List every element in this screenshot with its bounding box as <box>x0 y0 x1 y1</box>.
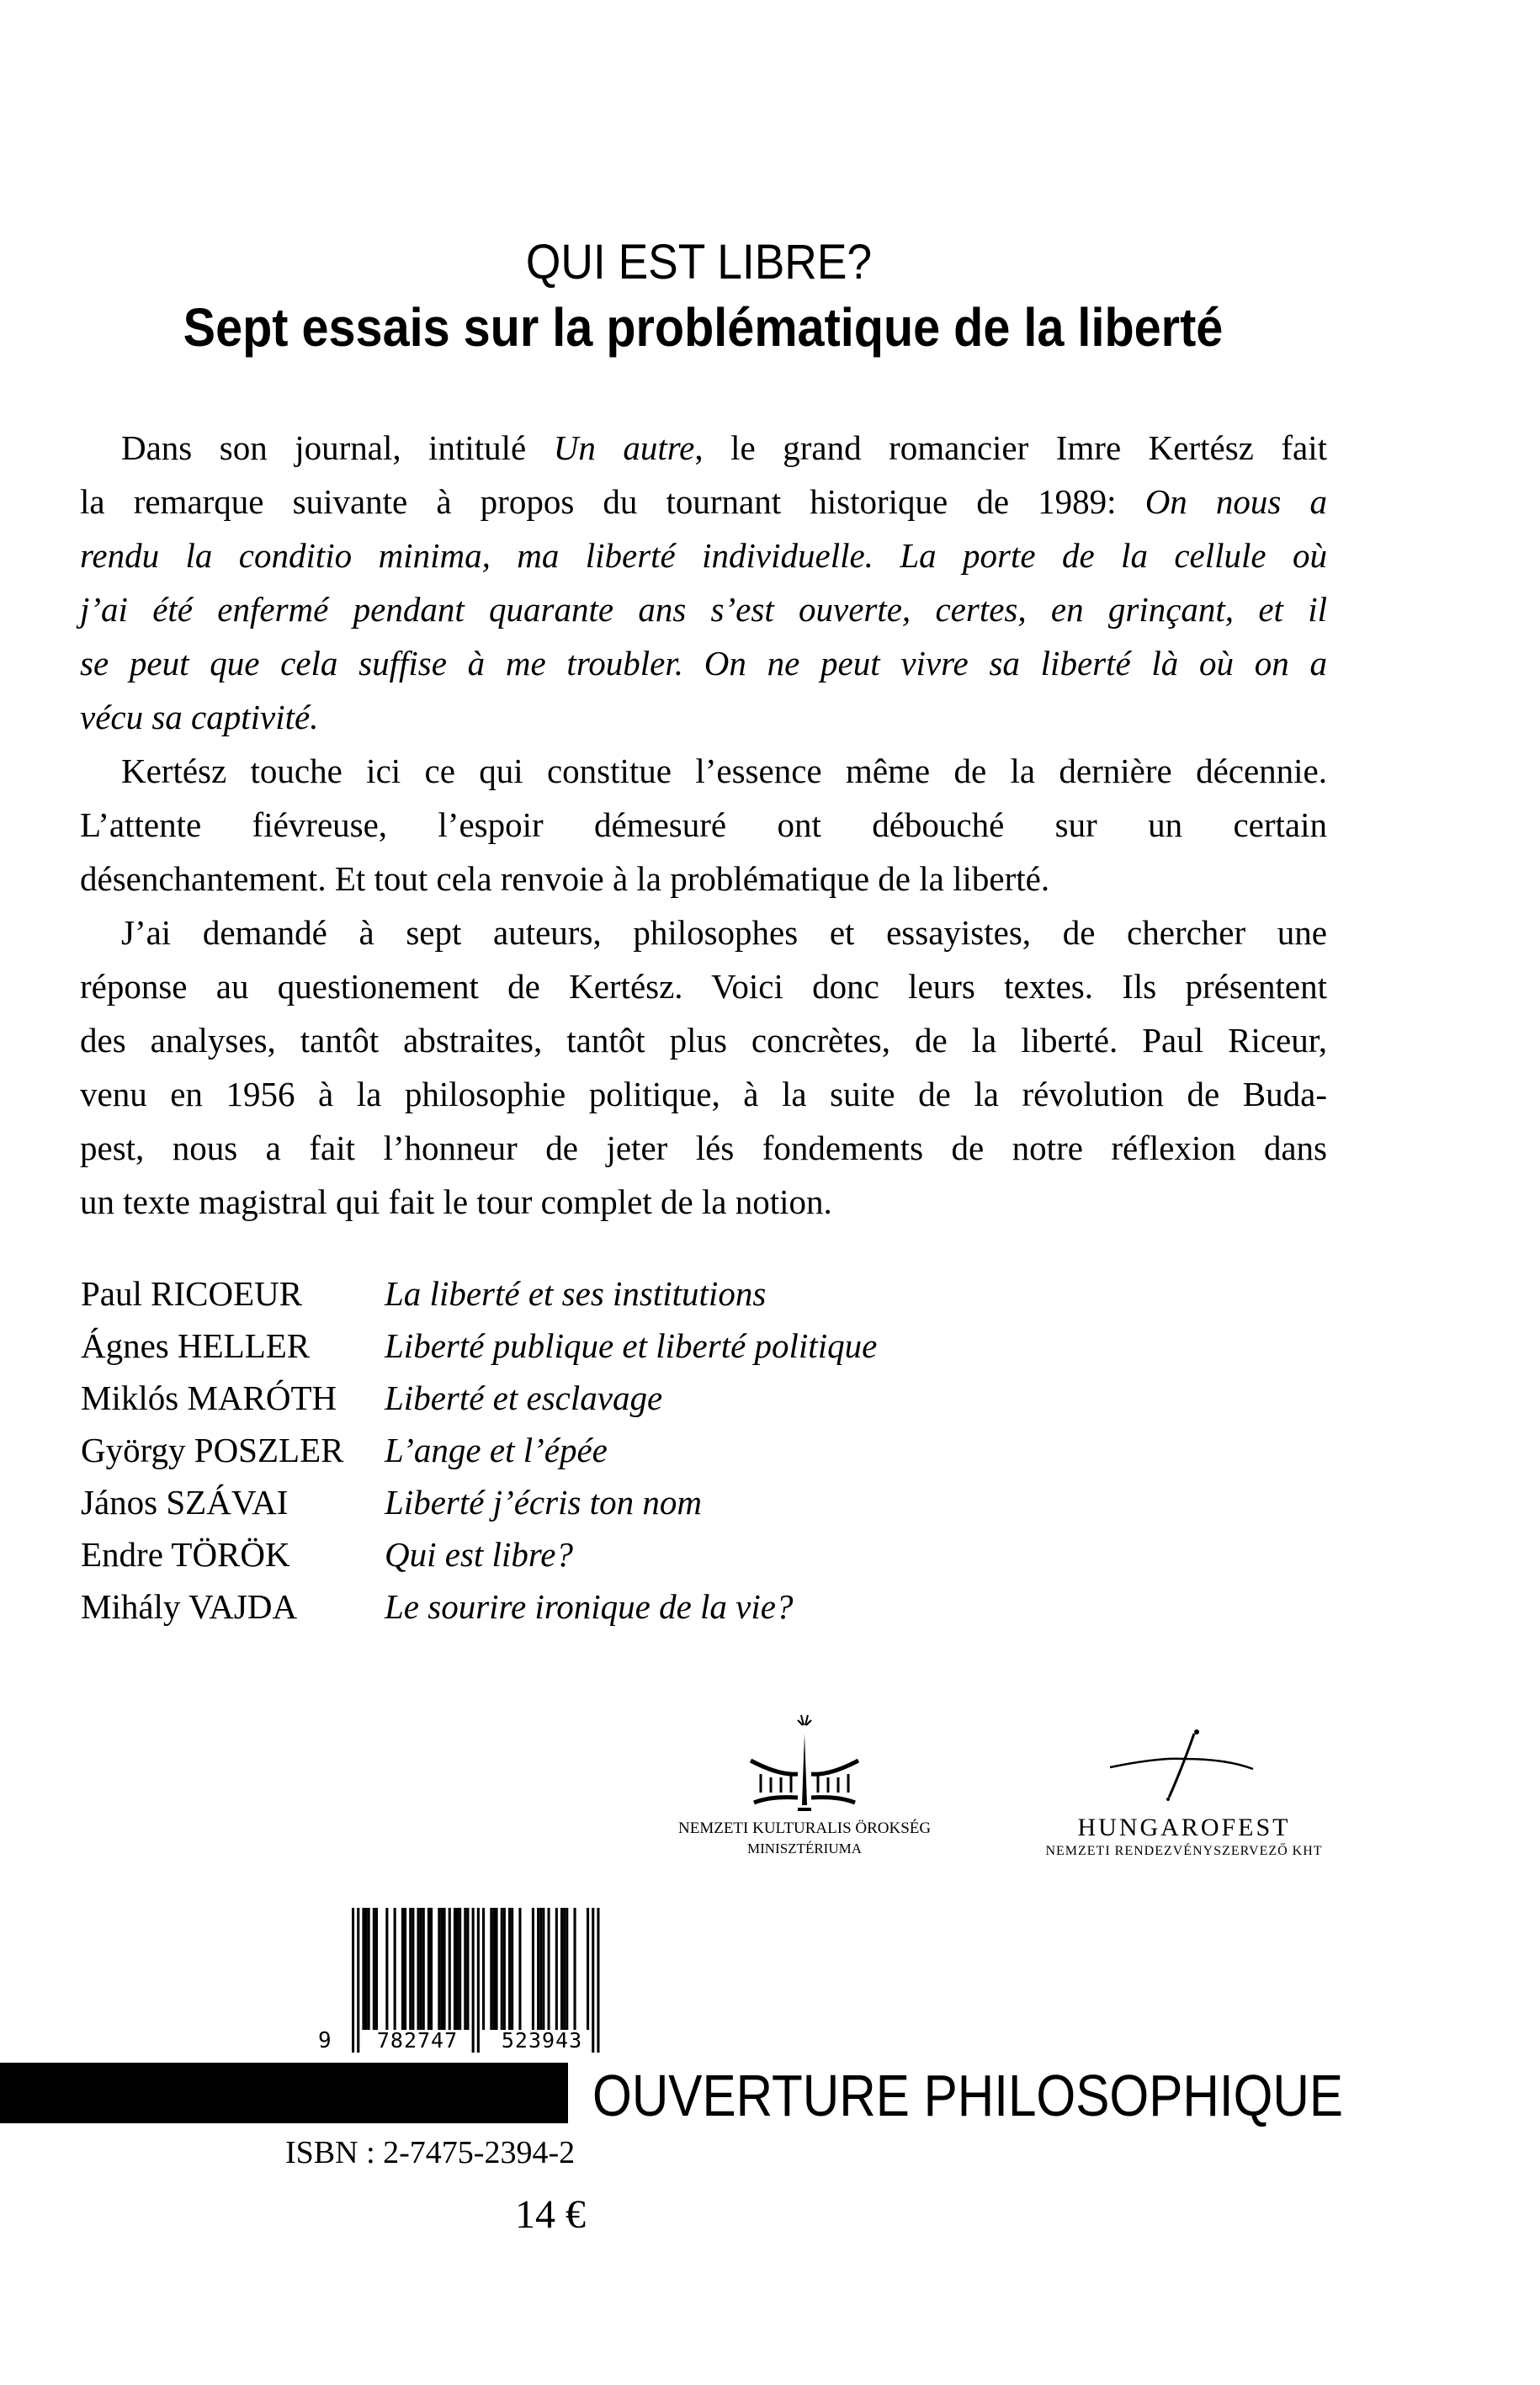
hungarofest-subtitle: NEMZETI RENDEZVÉNYSZERVEZŐ KHT <box>1045 1844 1323 1858</box>
essay-title: Le sourire ironique de la vie? <box>385 1587 794 1626</box>
hungarofest-swoosh-icon <box>1058 1708 1310 1809</box>
quoted-text: rendu la conditio minima, ma liberté individuelle. La porte de la cellule où <box>80 536 1327 575</box>
isbn-number: ISBN : 2-7475-2394-2 <box>285 2135 576 2170</box>
barcode-bar <box>501 1908 503 2030</box>
barcode-bar <box>490 1908 492 2030</box>
series-name <box>592 2063 1465 2128</box>
ministry-logo <box>678 1708 932 1877</box>
book-title <box>0 237 1397 288</box>
barcode-bar <box>443 1908 446 2030</box>
blurb-line <box>80 529 1327 582</box>
barcode-bar <box>482 1908 485 2030</box>
blurb-text-segment: des analyses, tantôt abstraites, tantôt plus concrètes, de la liberté. Paul Riceur, <box>80 1021 1327 1060</box>
barcode-bar <box>459 1908 461 2030</box>
blurb-text-segment: , le grand romancier Imre Kertész fait <box>694 428 1327 467</box>
barcode-bar <box>563 1908 566 2030</box>
barcode-bar <box>560 1908 563 2030</box>
blurb-line <box>80 744 1327 798</box>
barcode-bar <box>532 1908 534 2030</box>
barcode-bar <box>385 1908 388 2030</box>
barcode-bar <box>401 1908 404 2030</box>
ministry-name-line2: MINISZTÉRIUMA <box>747 1841 862 1856</box>
book-title-text: QUI EST LIBRE? <box>525 235 872 289</box>
barcode-bar <box>409 1908 412 2030</box>
ministry-name: NEMZETI KULTURALIS ÖROKSÉG <box>678 1819 932 1837</box>
blurb-text-segment: pest, nous a fait l’honneur de jeter lés fondements de notre réflexion dans <box>80 1129 1327 1167</box>
barcode-bar <box>587 1908 589 2030</box>
essay-title: La liberté et ses institutions <box>385 1274 767 1313</box>
quoted-text: vécu sa captivité. <box>80 698 319 736</box>
essay-title: Liberté publique et liberté politique <box>385 1326 878 1365</box>
barcode-bar <box>518 1908 521 2030</box>
essay-title: Liberté et esclavage <box>385 1378 663 1417</box>
book-subtitle-text: Sept essais sur la problématique de la liberté <box>183 297 1223 358</box>
barcode-bar <box>539 1908 542 2030</box>
barcode-bar <box>438 1908 440 2030</box>
barcode-bar <box>542 1908 544 2030</box>
contributor-name: Ágnes HELLER <box>81 1326 311 1365</box>
blurb-text-segment: la remarque suivante à propos du tournant historique de 1989: <box>80 482 1145 521</box>
contributor-name: Miklós MARÓTH <box>81 1378 337 1417</box>
blurb-text-segment: un texte magistral qui fait le tour complet de la notion. <box>80 1182 832 1221</box>
barcode-bar <box>373 1908 375 2030</box>
barcode-bar <box>511 1908 513 2030</box>
barcode-bar <box>454 1908 456 2030</box>
barcode-bar <box>394 1908 396 2030</box>
blurb-line <box>80 1067 1327 1121</box>
isbn-barcode <box>318 1904 613 2055</box>
blurb-line <box>80 582 1327 636</box>
quoted-text: On nous a <box>1144 482 1327 521</box>
barcode-bar <box>420 1908 422 2030</box>
barcode-bar <box>365 1908 368 2030</box>
quoted-text: se peut que cela suffise à me troubler. On ne peut vivre sa liberté là où on a <box>80 644 1327 683</box>
barcode-bar <box>574 1908 576 2030</box>
blurb-line <box>80 636 1327 690</box>
contributor-name: Mihály VAJDA <box>81 1587 298 1626</box>
contributor-name: János SZÁVAI <box>81 1483 289 1522</box>
barcode-bar <box>477 1908 480 2053</box>
blurb-text-segment: J’ai demandé à sept auteurs, philosophes et essayistes, de chercher une <box>121 913 1327 952</box>
ministry-emblem-icon <box>704 1708 905 1814</box>
barcode-lead-digit: 9 <box>318 2028 332 2053</box>
blurb-line <box>80 475 1327 529</box>
essay-title: Liberté j’écris ton nom <box>385 1483 702 1522</box>
series-name-text: OUVERTURE PHILOSOPHIQUE <box>592 2063 1344 2128</box>
essay-title: L’ange et l’épée <box>385 1431 608 1469</box>
barcode-bar <box>456 1908 459 2030</box>
barcode-bar <box>566 1908 568 2030</box>
price: 14 € <box>515 2192 586 2237</box>
blurb-line <box>80 906 1327 959</box>
barcode-bar <box>427 1908 430 2030</box>
contributor-name: Endre TÖRÖK <box>81 1535 290 1574</box>
blurb-text-segment: Dans son journal, intitulé <box>121 428 554 467</box>
barcode-bar <box>555 1908 558 2030</box>
blurb-line <box>80 690 1327 744</box>
barcode-bar <box>375 1908 378 2030</box>
barcode-bar <box>466 1908 469 2030</box>
blurb-text-segment: réponse au questionement de Kertész. Voici donc leurs textes. Ils présentent <box>80 967 1327 1006</box>
series-black-band <box>0 2063 568 2123</box>
barcode-bar <box>417 1908 420 2030</box>
blurb-line <box>80 798 1327 852</box>
blurb-text-segment: Kertész touche ici ce qui constitue l’essence même de la dernière décennie. <box>121 752 1327 790</box>
barcode-group-2: 523943 <box>501 2028 583 2053</box>
hungarofest-logo <box>1045 1708 1323 1877</box>
blurb-line <box>80 852 1327 906</box>
quoted-text: Un autre <box>553 428 695 467</box>
blurb-text-segment: désenchantement. Et tout cela renvoie à la problématique de la liberté. <box>80 859 1050 898</box>
barcode-bar <box>496 1908 498 2030</box>
blurb-line <box>80 1121 1327 1175</box>
blurb-line <box>80 421 1327 475</box>
barcode-bar <box>368 1908 370 2030</box>
barcode-bar <box>508 1908 511 2030</box>
blurb-text-segment: L’attente fiévreuse, l’espoir démesuré ont débouché sur un certain <box>80 805 1327 844</box>
book-subtitle <box>0 297 1405 358</box>
quoted-text: j’ai été enfermé pendant quarante ans s’est ouverte, certes, en grinçant, et il <box>80 590 1327 629</box>
blurb-text <box>80 421 1327 1229</box>
barcode-bar <box>404 1908 406 2030</box>
barcode-bar <box>352 1908 354 2053</box>
contributor-name: György POSZLER <box>81 1431 344 1469</box>
blurb-line <box>80 1013 1327 1067</box>
barcode-bar <box>422 1908 425 2030</box>
contributor-name: Paul RICOEUR <box>81 1274 303 1313</box>
barcode-bar <box>440 1908 443 2030</box>
blurb-line <box>80 1175 1327 1229</box>
barcode-bar <box>464 1908 466 2030</box>
barcode-bar <box>430 1908 433 2030</box>
barcode-group-1: 782747 <box>376 2028 459 2053</box>
blurb-text-segment: venu en 1956 à la philosophie politique, à la suite de la révolution de Buda- <box>80 1075 1327 1113</box>
hungarofest-name: HUNGAROFEST <box>1077 1814 1291 1841</box>
barcode-bar <box>492 1908 495 2030</box>
blurb-line <box>80 959 1327 1013</box>
barcode-bar <box>362 1908 364 2030</box>
essay-title: Qui est libre? <box>385 1535 573 1574</box>
barcode-bar <box>412 1908 414 2030</box>
barcode-bar <box>449 1908 451 2030</box>
barcode-bar <box>537 1908 539 2030</box>
barcode-bar <box>503 1908 506 2030</box>
barcode-bar <box>548 1908 550 2030</box>
